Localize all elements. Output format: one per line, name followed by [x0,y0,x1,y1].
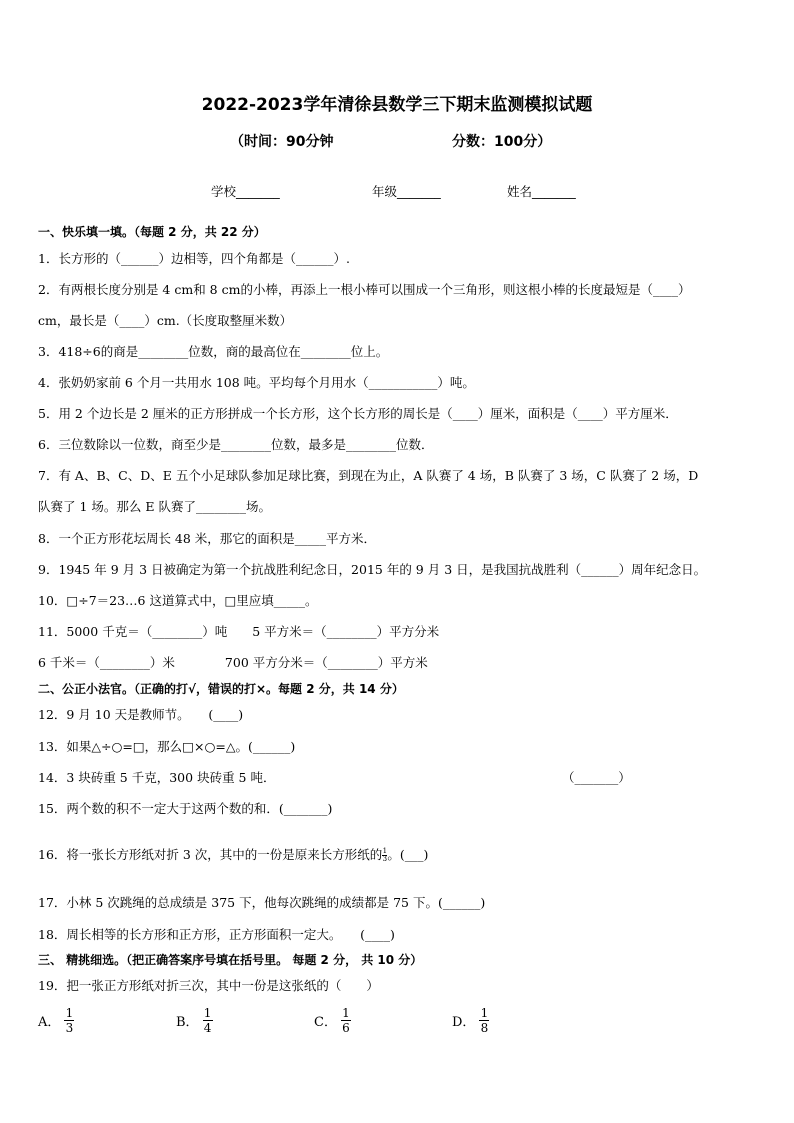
question-17: 17．小林 5 次跳绳的总成绩是 375 下，他每次跳绳的成绩都是 75 下。(______) [38,895,486,910]
grade-field[interactable]: 年级_______ [372,184,441,199]
score-label: 分数：100分） [452,134,552,150]
question-8: 8．一个正方形花坛周长 48 米，那它的面积是_____平方米． [38,531,377,546]
question-2-line-2: cm，最长是（____）cm.（长度取整厘米数） [38,313,293,328]
time-label: （时间：90分钟 [230,134,334,150]
question-1: 1．长方形的（______）边相等，四个角都是（______）. [38,251,350,266]
option-b-fraction: $\frac{1}{4}$ [203,1006,212,1035]
question-2-line-1: 2．有两根长度分别是 4 cm和 8 cm的小棒，再添上一根小棒可以围成一个三角形，则这根小棒的长度最短是（____） [38,282,691,297]
section-1-heading: 一、快乐填一填。（每题 2 分，共 22 分） [38,225,266,239]
question-7-line-2: 队赛了 1 场。那么 E 队赛了________场。 [38,499,271,514]
question-16-text: 16．将一张长方形纸对折 3 次，其中的一份是原来长方形纸的 [38,847,383,862]
section-3-heading: 三、 精挑细选。（把正确答案序号填在括号里。 每题 2 分， 共 10 分） [38,953,423,967]
name-field[interactable]: 姓名_______ [507,184,576,199]
option-a-fraction: $\frac{1}{3}$ [65,1006,74,1035]
option-b[interactable]: B． $\frac{1}{4}$ [176,1006,212,1035]
question-16-answer: 。(___) [387,847,429,862]
question-11-line-1: 11．5000 千克＝（________）吨 5 平方米＝（________）平方分米 [38,624,440,639]
question-12: 12．9 月 10 天是教师节。 (____) [38,707,244,722]
question-10: 10．□÷7＝23…6 这道算式中，□里应填_____。 [38,593,318,608]
option-d-fraction: $\frac{1}{8}$ [480,1006,489,1035]
question-6: 6．三位数除以一位数，商至少是________位数，最多是________位数． [38,437,434,452]
question-14-answer: （_______） [562,770,631,785]
option-d[interactable]: D． $\frac{1}{8}$ [452,1006,489,1035]
question-3: 3．418÷6的商是________位数，商的最高位在________位上。 [38,344,389,359]
question-11-line-2: 6 千米＝（________）米 700 平方分米＝（________）平方米 [38,655,428,670]
option-c[interactable]: C． $\frac{1}{6}$ [314,1006,350,1035]
question-19: 19．把一张正方形纸对折三次，其中一份是这张纸的（ ） [38,978,379,993]
school-field[interactable]: 学校_______ [211,184,280,199]
fraction-one-third: 1 3 [382,846,388,863]
question-5: 5．用 2 个边长是 2 厘米的正方形拼成一个长方形，这个长方形的周长是（____）厘米，面积是（____）平方厘米． [38,406,678,421]
page-title: 2022-2023学年清徐县数学三下期末监测模拟试题 [201,95,593,115]
question-13: 13．如果△÷○=□，那么□×○=△。(______) [38,739,296,754]
option-a[interactable]: A． $\frac{1}{3}$ [38,1006,74,1035]
question-18: 18．周长相等的长方形和正方形，正方形面积一定大。 (____) [38,927,395,942]
question-7-line-1: 7．有 A、B、C、D、E 五个小足球队参加足球比赛，到现在为止，A 队赛了 4 场，B 队赛了 3 场，C 队赛了 2 场，D [38,468,699,483]
option-c-fraction: $\frac{1}{6}$ [342,1006,350,1035]
question-9: 9．1945 年 9 月 3 日被确定为第一个抗战胜利纪念日，2015 年的 9 月 3 日，是我国抗战胜利（______）周年纪念日。 [38,562,707,577]
section-2-heading: 二、公正小法官。（正确的打√，错误的打×。每题 2 分，共 14 分） [38,682,404,696]
question-16 [38,847,428,863]
question-15: 15．两个数的积不一定大于这两个数的和．(_______) [38,801,333,816]
question-14: 14．3 块砖重 5 千克，300 块砖重 5 吨． [38,770,276,785]
question-4: 4．张奶奶家前 6 个月一共用水 108 吨。平均每个月用水（___________）吨。 [38,375,475,390]
